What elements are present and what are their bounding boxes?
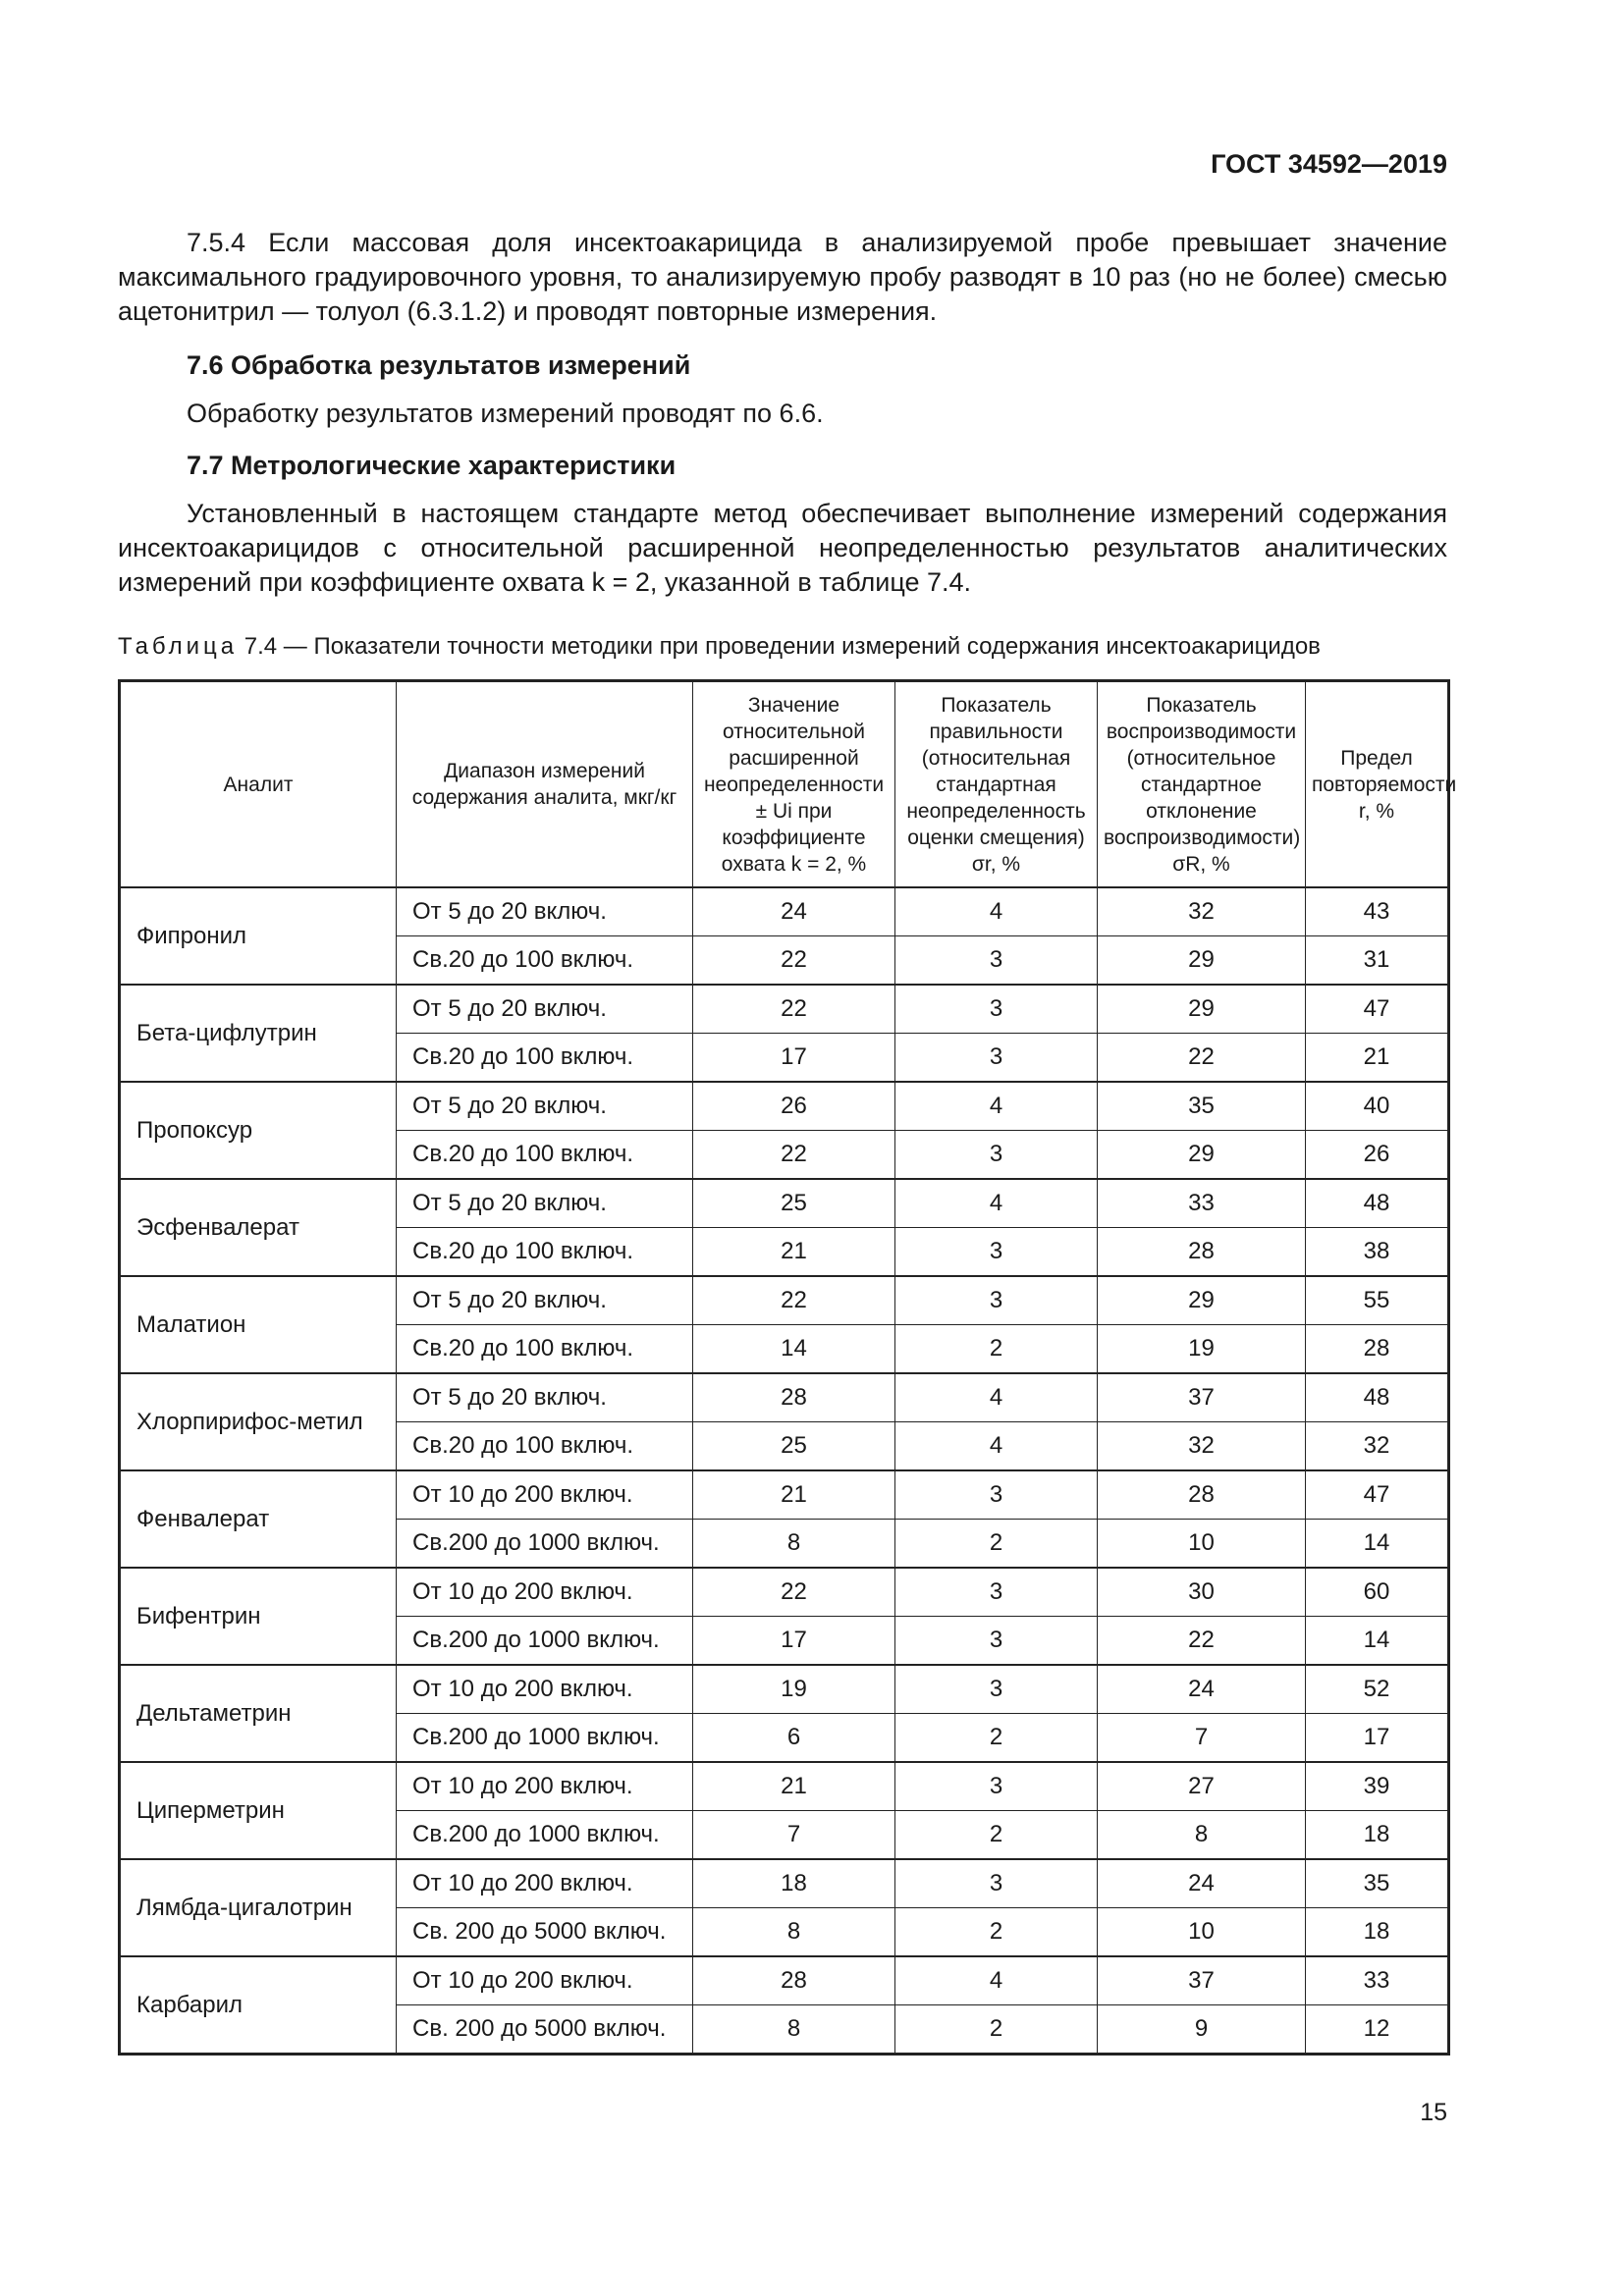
uncertainty-cell: 24 (693, 887, 895, 936)
trueness-cell: 2 (895, 1520, 1098, 1569)
trueness-cell: 3 (895, 1617, 1098, 1666)
range-cell: От 5 до 20 включ. (397, 1373, 693, 1422)
analyte-name: Дельтаметрин (120, 1665, 397, 1762)
reproducibility-cell: 24 (1098, 1665, 1306, 1714)
range-cell: Св.20 до 100 включ. (397, 1034, 693, 1083)
range-cell: Св.20 до 100 включ. (397, 1131, 693, 1180)
range-cell: Св.20 до 100 включ. (397, 936, 693, 986)
reproducibility-cell: 22 (1098, 1034, 1306, 1083)
uncertainty-cell: 25 (693, 1179, 895, 1228)
uncertainty-cell: 28 (693, 1956, 895, 2005)
repeatability-cell: 31 (1306, 936, 1449, 986)
header-trueness: Показатель правильности (относительная стандартная неопределенность оценки смещения) σr, % (895, 681, 1098, 888)
repeatability-cell: 33 (1306, 1956, 1449, 2005)
trueness-cell: 3 (895, 936, 1098, 986)
header-reproducibility: Показатель воспроизводимости (относительное стандартное отклонение воспроизводимости) σR, % (1098, 681, 1306, 888)
trueness-cell: 3 (895, 1131, 1098, 1180)
repeatability-cell: 21 (1306, 1034, 1449, 1083)
accuracy-table (118, 679, 1457, 2056)
trueness-cell: 4 (895, 1179, 1098, 1228)
trueness-cell: 4 (895, 1082, 1098, 1131)
trueness-cell: 3 (895, 1034, 1098, 1083)
reproducibility-cell: 27 (1098, 1762, 1306, 1811)
reproducibility-cell: 10 (1098, 1908, 1306, 1957)
trueness-cell: 4 (895, 887, 1098, 936)
uncertainty-cell: 8 (693, 1908, 895, 1957)
range-cell: От 10 до 200 включ. (397, 1859, 693, 1908)
range-cell: От 10 до 200 включ. (397, 1470, 693, 1520)
uncertainty-cell: 8 (693, 1520, 895, 1569)
trueness-cell: 3 (895, 1228, 1098, 1277)
repeatability-cell: 17 (1306, 1714, 1449, 1763)
range-cell: Св. 200 до 5000 включ. (397, 1908, 693, 1957)
range-cell: Св.200 до 1000 включ. (397, 1811, 693, 1860)
uncertainty-cell: 25 (693, 1422, 895, 1471)
range-cell: Св. 200 до 5000 включ. (397, 2005, 693, 2055)
uncertainty-cell: 14 (693, 1325, 895, 1374)
range-cell: Св.20 до 100 включ. (397, 1228, 693, 1277)
range-cell: От 5 до 20 включ. (397, 1179, 693, 1228)
reproducibility-cell: 33 (1098, 1179, 1306, 1228)
uncertainty-cell: 28 (693, 1373, 895, 1422)
repeatability-cell: 12 (1306, 2005, 1449, 2055)
reproducibility-cell: 35 (1098, 1082, 1306, 1131)
uncertainty-cell: 17 (693, 1034, 895, 1083)
analyte-name: Бета-цифлутрин (120, 985, 397, 1082)
reproducibility-cell: 37 (1098, 1373, 1306, 1422)
trueness-cell: 3 (895, 985, 1098, 1034)
analyte-name: Малатион (120, 1276, 397, 1373)
uncertainty-cell: 6 (693, 1714, 895, 1763)
reproducibility-cell: 32 (1098, 1422, 1306, 1471)
analyte-name: Фенвалерат (120, 1470, 397, 1568)
range-cell: От 5 до 20 включ. (397, 985, 693, 1034)
trueness-cell: 3 (895, 1859, 1098, 1908)
range-cell: Св.200 до 1000 включ. (397, 1714, 693, 1763)
repeatability-cell: 52 (1306, 1665, 1449, 1714)
uncertainty-cell: 17 (693, 1617, 895, 1666)
table-row (120, 1859, 1449, 1908)
analyte-name: Пропоксур (120, 1082, 397, 1179)
reproducibility-cell: 24 (1098, 1859, 1306, 1908)
reproducibility-cell: 32 (1098, 887, 1306, 936)
table-row (120, 1373, 1449, 1422)
table-row (120, 1276, 1449, 1325)
table-row (120, 985, 1449, 1034)
reproducibility-cell: 29 (1098, 1131, 1306, 1180)
reproducibility-cell: 10 (1098, 1520, 1306, 1569)
uncertainty-cell: 7 (693, 1811, 895, 1860)
header-analyte: Аналит (120, 681, 397, 888)
range-cell: От 10 до 200 включ. (397, 1762, 693, 1811)
table-row (120, 1956, 1449, 2005)
table-body (120, 887, 1449, 2055)
repeatability-cell: 47 (1306, 985, 1449, 1034)
repeatability-cell: 32 (1306, 1422, 1449, 1471)
trueness-cell: 3 (895, 1470, 1098, 1520)
repeatability-cell: 14 (1306, 1617, 1449, 1666)
header-range: Диапазон измерений содержания аналита, мкг/кг (397, 681, 693, 888)
header-repeatability: Предел повторяемости r, % (1306, 681, 1449, 888)
range-cell: От 5 до 20 включ. (397, 1082, 693, 1131)
trueness-cell: 4 (895, 1422, 1098, 1471)
uncertainty-cell: 22 (693, 936, 895, 986)
repeatability-cell: 18 (1306, 1908, 1449, 1957)
table-caption (118, 633, 1447, 661)
range-cell: Св.200 до 1000 включ. (397, 1617, 693, 1666)
reproducibility-cell: 7 (1098, 1714, 1306, 1763)
analyte-name: Фипронил (120, 887, 397, 985)
trueness-cell: 2 (895, 1908, 1098, 1957)
repeatability-cell: 60 (1306, 1568, 1449, 1617)
trueness-cell: 3 (895, 1665, 1098, 1714)
analyte-name: Лямбда-цигалотрин (120, 1859, 397, 1956)
repeatability-cell: 35 (1306, 1859, 1449, 1908)
analyte-name: Эсфенвалерат (120, 1179, 397, 1276)
table-caption-prefix: Таблица (118, 633, 239, 660)
paragraph-7-6: Обработку результатов измерений проводят по 6.6. (187, 399, 824, 428)
table-row (120, 1179, 1449, 1228)
reproducibility-cell: 19 (1098, 1325, 1306, 1374)
reproducibility-cell: 28 (1098, 1228, 1306, 1277)
repeatability-cell: 48 (1306, 1373, 1449, 1422)
table-row (120, 887, 1449, 936)
uncertainty-cell: 21 (693, 1762, 895, 1811)
table-row (120, 1762, 1449, 1811)
analyte-name: Карбарил (120, 1956, 397, 2055)
table-row (120, 1082, 1449, 1131)
range-cell: Св.20 до 100 включ. (397, 1325, 693, 1374)
repeatability-cell: 47 (1306, 1470, 1449, 1520)
reproducibility-cell: 29 (1098, 985, 1306, 1034)
trueness-cell: 3 (895, 1276, 1098, 1325)
trueness-cell: 2 (895, 1811, 1098, 1860)
table-header-row (120, 681, 1449, 888)
uncertainty-cell: 21 (693, 1470, 895, 1520)
analyte-name: Циперметрин (120, 1762, 397, 1859)
range-cell: От 10 до 200 включ. (397, 1568, 693, 1617)
trueness-cell: 2 (895, 1714, 1098, 1763)
repeatability-cell: 18 (1306, 1811, 1449, 1860)
reproducibility-cell: 9 (1098, 2005, 1306, 2055)
reproducibility-cell: 29 (1098, 1276, 1306, 1325)
range-cell: От 5 до 20 включ. (397, 887, 693, 936)
paragraph-7-7: Установленный в настоящем стандарте метод обеспечивает выполнение измерений содержания инсектоакарицидов с относительной расширенной неопределенностью результатов аналитических измерений при коэффициенте охвата k = 2, указанной в таблице 7.4. (118, 499, 1447, 597)
section-heading-7-7: 7.7 Метрологические характеристики (187, 451, 677, 480)
uncertainty-cell: 8 (693, 2005, 895, 2055)
table-row (120, 1470, 1449, 1520)
uncertainty-cell: 21 (693, 1228, 895, 1277)
trueness-cell: 3 (895, 1568, 1098, 1617)
repeatability-cell: 14 (1306, 1520, 1449, 1569)
table-caption-text: 7.4 — Показатели точности методики при проведении измерений содержания инсектоакарицидов (238, 633, 1321, 660)
document-number: ГОСТ 34592—2019 (1211, 149, 1447, 179)
trueness-cell: 2 (895, 1325, 1098, 1374)
trueness-cell: 4 (895, 1373, 1098, 1422)
trueness-cell: 2 (895, 2005, 1098, 2055)
body-text (118, 226, 1447, 600)
range-cell: Св.20 до 100 включ. (397, 1422, 693, 1471)
reproducibility-cell: 29 (1098, 936, 1306, 986)
uncertainty-cell: 22 (693, 1131, 895, 1180)
range-cell: От 10 до 200 включ. (397, 1665, 693, 1714)
repeatability-cell: 55 (1306, 1276, 1449, 1325)
repeatability-cell: 43 (1306, 887, 1449, 936)
range-cell: Св.200 до 1000 включ. (397, 1520, 693, 1569)
uncertainty-cell: 22 (693, 1568, 895, 1617)
reproducibility-cell: 30 (1098, 1568, 1306, 1617)
header-uncertainty: Значение относительной расширенной неопределенности ± Ui при коэффициенте охвата k = 2, % (693, 681, 895, 888)
uncertainty-cell: 18 (693, 1859, 895, 1908)
page-number: 15 (1420, 2099, 1447, 2126)
uncertainty-cell: 19 (693, 1665, 895, 1714)
repeatability-cell: 39 (1306, 1762, 1449, 1811)
uncertainty-cell: 22 (693, 1276, 895, 1325)
reproducibility-cell: 22 (1098, 1617, 1306, 1666)
range-cell: От 5 до 20 включ. (397, 1276, 693, 1325)
paragraph-7-5-4: 7.5.4 Если массовая доля инсектоакарицида в анализируемой пробе превышает значение максимального градуировочного уровня, то анализируемую пробу разводят в 10 раз (но не более) смесью ацетонитрил — толуол (6.3.1.2) и проводят повторные измерения. (118, 228, 1447, 326)
repeatability-cell: 38 (1306, 1228, 1449, 1277)
reproducibility-cell: 28 (1098, 1470, 1306, 1520)
trueness-cell: 3 (895, 1762, 1098, 1811)
analyte-name: Хлорпирифос-метил (120, 1373, 397, 1470)
repeatability-cell: 40 (1306, 1082, 1449, 1131)
reproducibility-cell: 37 (1098, 1956, 1306, 2005)
range-cell: От 10 до 200 включ. (397, 1956, 693, 2005)
repeatability-cell: 48 (1306, 1179, 1449, 1228)
table-row (120, 1665, 1449, 1714)
uncertainty-cell: 26 (693, 1082, 895, 1131)
repeatability-cell: 26 (1306, 1131, 1449, 1180)
repeatability-cell: 28 (1306, 1325, 1449, 1374)
reproducibility-cell: 8 (1098, 1811, 1306, 1860)
uncertainty-cell: 22 (693, 985, 895, 1034)
analyte-name: Бифентрин (120, 1568, 397, 1665)
section-heading-7-6: 7.6 Обработка результатов измерений (187, 350, 691, 380)
table-row (120, 1568, 1449, 1617)
trueness-cell: 4 (895, 1956, 1098, 2005)
